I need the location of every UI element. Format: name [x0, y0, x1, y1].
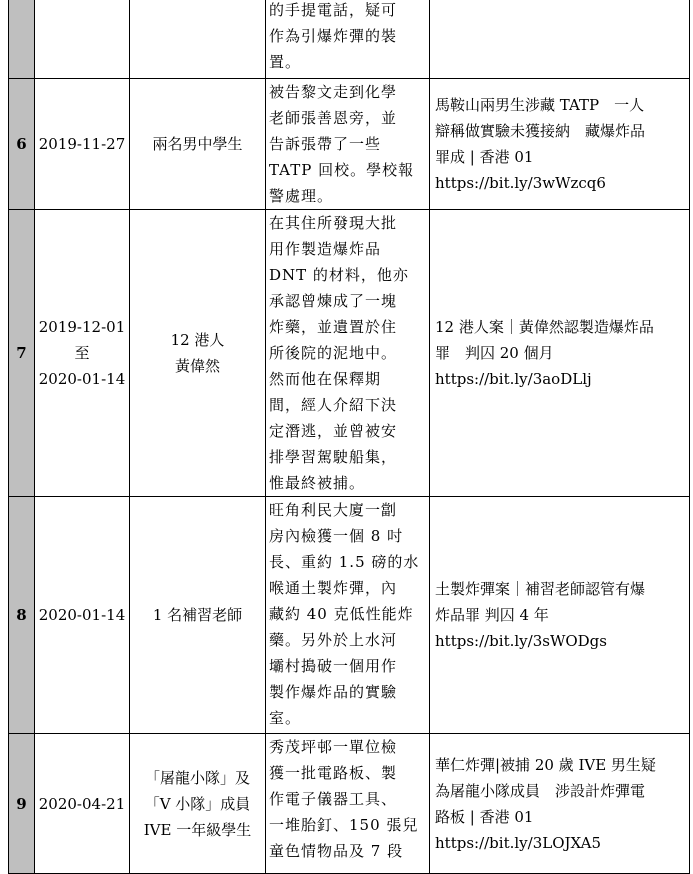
text-line: 罪 判囚 20 個月 [435, 344, 554, 362]
text-line: 壩村搗破一個用作 [269, 657, 398, 675]
persons-cell [130, 0, 266, 79]
text-line: 定潛逃，並曾被安 [269, 422, 398, 440]
text-line: 土製炸彈案｜補習老師認管有爆 [435, 580, 646, 598]
description-cell [266, 210, 430, 497]
news-source-cell [430, 210, 690, 497]
text-line: 旺角利民大廈一劏 [269, 501, 398, 519]
text-line: 用作製造爆炸品 [269, 240, 382, 258]
text-line: 室。 [269, 709, 302, 727]
text-line: 獲一批電路板、製 [269, 764, 398, 782]
text-line: 製作爆炸品的實驗 [269, 683, 398, 701]
text-line: 置。 [269, 53, 302, 71]
text-line: 排學習駕駛船集， [269, 448, 398, 466]
row-number-cell [9, 0, 35, 79]
text-line: 在其住所發現大批 [269, 214, 398, 232]
text-line: 作電子儀器工具、 [269, 790, 398, 808]
row-number-cell: 7 [9, 210, 35, 497]
date-cell [35, 0, 130, 79]
text-line: 長、重約 1.5 磅的水 [269, 553, 420, 571]
text-line: 1 名補習老師 [152, 606, 243, 624]
date-cell [35, 79, 130, 210]
date-cell [35, 497, 130, 734]
text-line: 黃偉然 [174, 357, 220, 375]
news-link[interactable]: https://bit.ly/3aoDLlj [435, 370, 592, 388]
persons-cell [130, 79, 266, 210]
date-cell [35, 734, 130, 874]
text-line: 罪成 | 香港 01 [435, 148, 534, 166]
text-line: 然而他在保釋期 [269, 370, 382, 388]
news-source-cell [430, 0, 690, 79]
news-source-cell [430, 79, 690, 210]
text-line: 路板 | 香港 01 [435, 807, 534, 826]
text-line: 童色情物品及 7 段 [269, 842, 404, 860]
text-line: 藏約 40 克低性能炸 [269, 605, 414, 623]
text-line: 秀茂坪邨一單位檢 [269, 738, 398, 756]
persons-cell [130, 734, 266, 874]
text-line: 兩名男中學生 [152, 135, 243, 153]
text-line: 所後院的泥地中。 [269, 344, 398, 362]
text-line: 承認曾煉成了一塊 [269, 292, 398, 310]
text-line: 間，經人介紹下決 [269, 396, 398, 414]
description-cell [266, 734, 430, 874]
text-line: 12 港人 [170, 331, 225, 349]
row-number-cell: 8 [9, 497, 35, 734]
text-line: 惟最終被捕。 [269, 474, 366, 492]
text-line: 炸品罪 判囚 4 年 [435, 606, 549, 624]
text-line: 2020-04-21 [38, 794, 126, 813]
text-line: 炸藥，並遺置於住 [269, 318, 398, 336]
table-row [9, 79, 690, 210]
news-source-cell [430, 497, 690, 734]
text-line: 告訴張帶了一些 [269, 135, 382, 153]
persons-cell [130, 210, 266, 497]
row-number-cell: 6 [9, 79, 35, 210]
text-line: DNT 的材料，他亦 [269, 266, 409, 284]
news-link[interactable]: https://bit.ly/3sWODgs [435, 632, 607, 650]
text-line: TATP 回校。學校報 [269, 161, 415, 179]
text-line: 一堆胎釘、150 張兒 [269, 816, 419, 834]
description-cell [266, 0, 430, 79]
text-line: 馬鞍山兩男生涉藏 TATP 一人 [435, 96, 645, 114]
text-line: 「屠龍小隊」及 [144, 768, 250, 787]
row-number-cell: 9 [9, 734, 35, 874]
text-line: 老師張善恩旁，並 [269, 109, 398, 127]
text-line: 辯稱做實驗未獲接納 藏爆炸品 [435, 122, 646, 140]
table-row [9, 210, 690, 497]
description-cell [266, 497, 430, 734]
text-line: 2019-11-27 [38, 135, 126, 153]
description-cell [266, 79, 430, 210]
news-source-cell [430, 734, 690, 874]
text-line: 12 港人案｜黃偉然認製造爆炸品 [435, 318, 654, 336]
news-link[interactable]: https://bit.ly/3wWzcq6 [435, 174, 606, 192]
text-line: IVE 一年級學生 [143, 820, 252, 839]
text-line: 房內檢獲一個 8 吋 [269, 527, 404, 545]
text-line: 被告黎文走到化學 [269, 83, 398, 101]
text-line: 作為引爆炸彈的裝 [269, 27, 398, 45]
text-line: 警處理。 [269, 187, 334, 205]
table-row [9, 0, 690, 79]
table-row [9, 497, 690, 734]
incident-table [8, 0, 690, 874]
text-line: 2020-01-14 [38, 370, 126, 388]
persons-cell [130, 497, 266, 734]
text-line: 2019-12-01 [38, 318, 126, 336]
text-line: 2020-01-14 [38, 606, 126, 624]
text-line: 至 [74, 344, 90, 362]
text-line: 藥。另外於上水河 [269, 631, 398, 649]
news-link[interactable]: https://bit.ly/3LOJXA5 [435, 833, 602, 852]
text-line: 的手提電話，疑可 [269, 1, 398, 19]
text-line: 為屠龍小隊成員 涉設計炸彈電 [435, 781, 646, 800]
date-cell [35, 210, 130, 497]
table-row [9, 734, 690, 874]
text-line: 喉通土製炸彈，內 [269, 579, 398, 597]
text-line: 「V 小隊」成員 [144, 794, 251, 813]
incident-table-body [9, 0, 690, 874]
text-line: 華仁炸彈|被捕 20 歲 IVE 男生疑 [435, 755, 656, 774]
